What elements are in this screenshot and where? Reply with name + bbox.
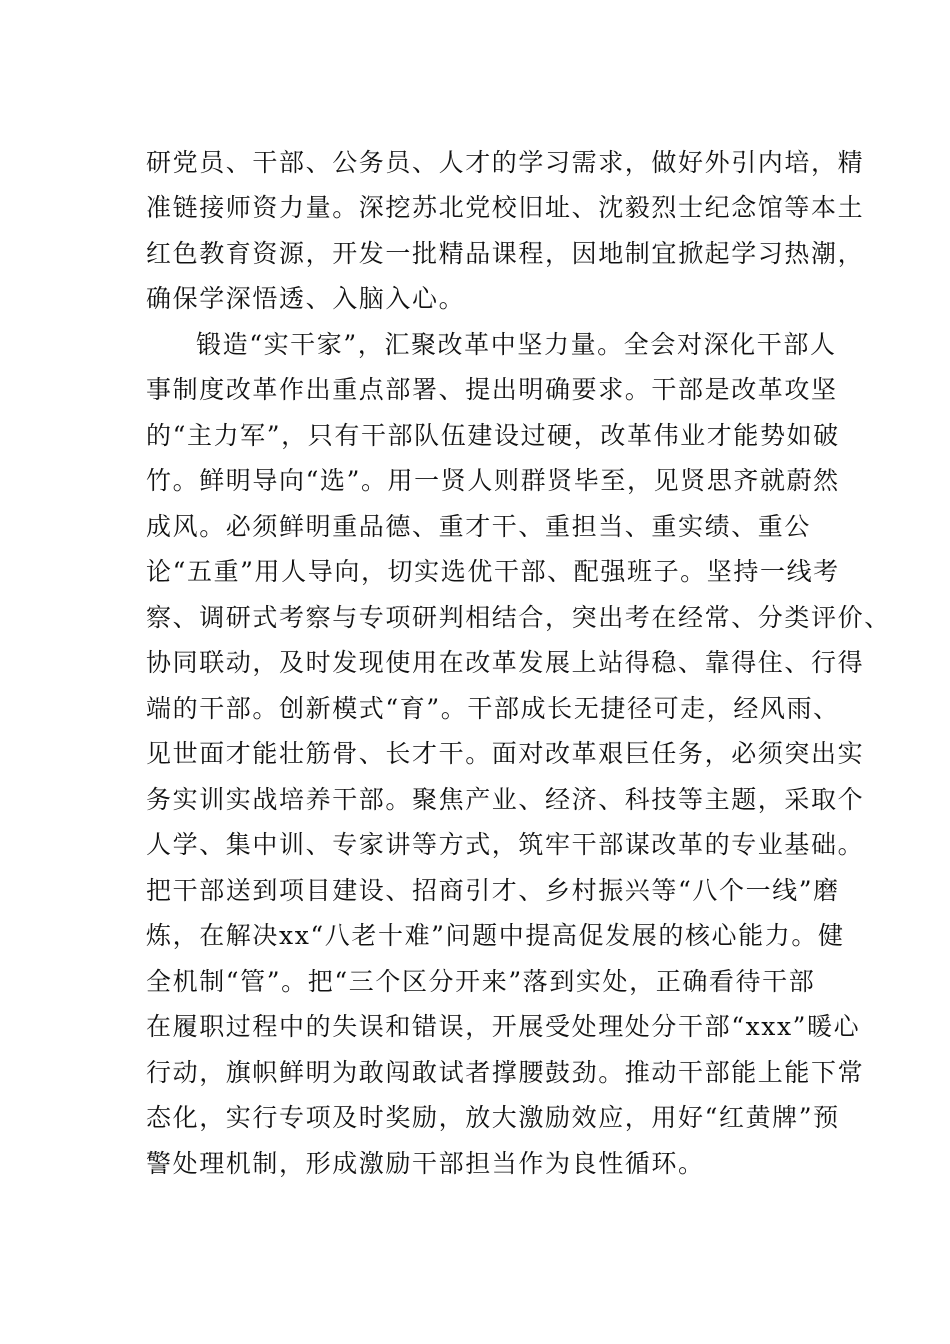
paragraph-2-line: 务实训实战培养干部。聚焦产业、经济、科技等主题，采取个 [146, 785, 865, 814]
paragraph-2-line: 行动，旗帜鲜明为敢闯敢试者撑腰鼓劲。推动干部能上能下常 [146, 1058, 865, 1087]
paragraph-2-line: 成风。必须鲜明重品德、重才干、重担当、重实绩、重公 [146, 512, 812, 541]
paragraph-1-line: 确保学深悟透、入脑入心。 [146, 284, 466, 313]
paragraph-2-line: 态化，实行专项及时奖励，放大激励效应，用好“红黄牌”预 [146, 1103, 840, 1132]
paragraph-2-line: 炼，在解决xx“八老十难”问题中提高促发展的核心能力。健 [146, 921, 845, 950]
paragraph-2-line: 论“五重”用人导向，切实选优干部、配强班子。坚持一线考 [146, 557, 840, 586]
paragraph-2-line: 在履职过程中的失误和错误，开展受处理处分干部“xxx”暖心 [146, 1012, 861, 1041]
paragraph-2-line: 察、调研式考察与专项研判相结合，突出考在经常、分类评价、 [146, 603, 891, 632]
paragraph-2-line: 协同联动，及时发现使用在改革发展上站得稳、靠得住、行得 [146, 648, 865, 677]
paragraph-2-line: 竹。鲜明导向“选”。用一贤人则群贤毕至，见贤思齐就蔚然 [146, 466, 840, 495]
paragraph-1-line: 准链接师资力量。深挖苏北党校旧址、沈毅烈士纪念馆等本土 [146, 193, 865, 222]
paragraph-2-line: 把干部送到项目建设、招商引才、乡村振兴等“八个一线”磨 [146, 876, 840, 905]
paragraph-2-line: 事制度改革作出重点部署、提出明确要求。干部是改革攻坚 [146, 375, 838, 404]
paragraph-2-line: 全机制“管”。把“三个区分开来”落到实处，正确看待干部 [146, 967, 816, 996]
paragraph-2-line: 的“主力军”，只有干部队伍建设过硬，改革伟业才能势如破 [146, 421, 840, 450]
paragraph-1-line: 研党员、干部、公务员、人才的学习需求，做好外引内培，精 [146, 148, 865, 177]
paragraph-2-first-line: 锻造“实干家”，汇聚改革中坚力量。全会对深化干部人 [196, 330, 837, 359]
paragraph-2-line: 警处理机制，形成激励干部担当作为良性循环。 [146, 1149, 705, 1178]
paragraph-2-line: 见世面才能壮筋骨、长才干。面对改革艰巨任务，必须突出实 [146, 739, 865, 768]
paragraph-1-line: 红色教育资源，开发一批精品课程，因地制宜掀起学习热潮， [146, 239, 865, 268]
paragraph-2-line: 端的干部。创新模式“育”。干部成长无捷径可走，经风雨、 [146, 694, 840, 723]
paragraph-2-line: 人学、集中训、专家讲等方式，筑牢干部谋改革的专业基础。 [146, 830, 865, 859]
